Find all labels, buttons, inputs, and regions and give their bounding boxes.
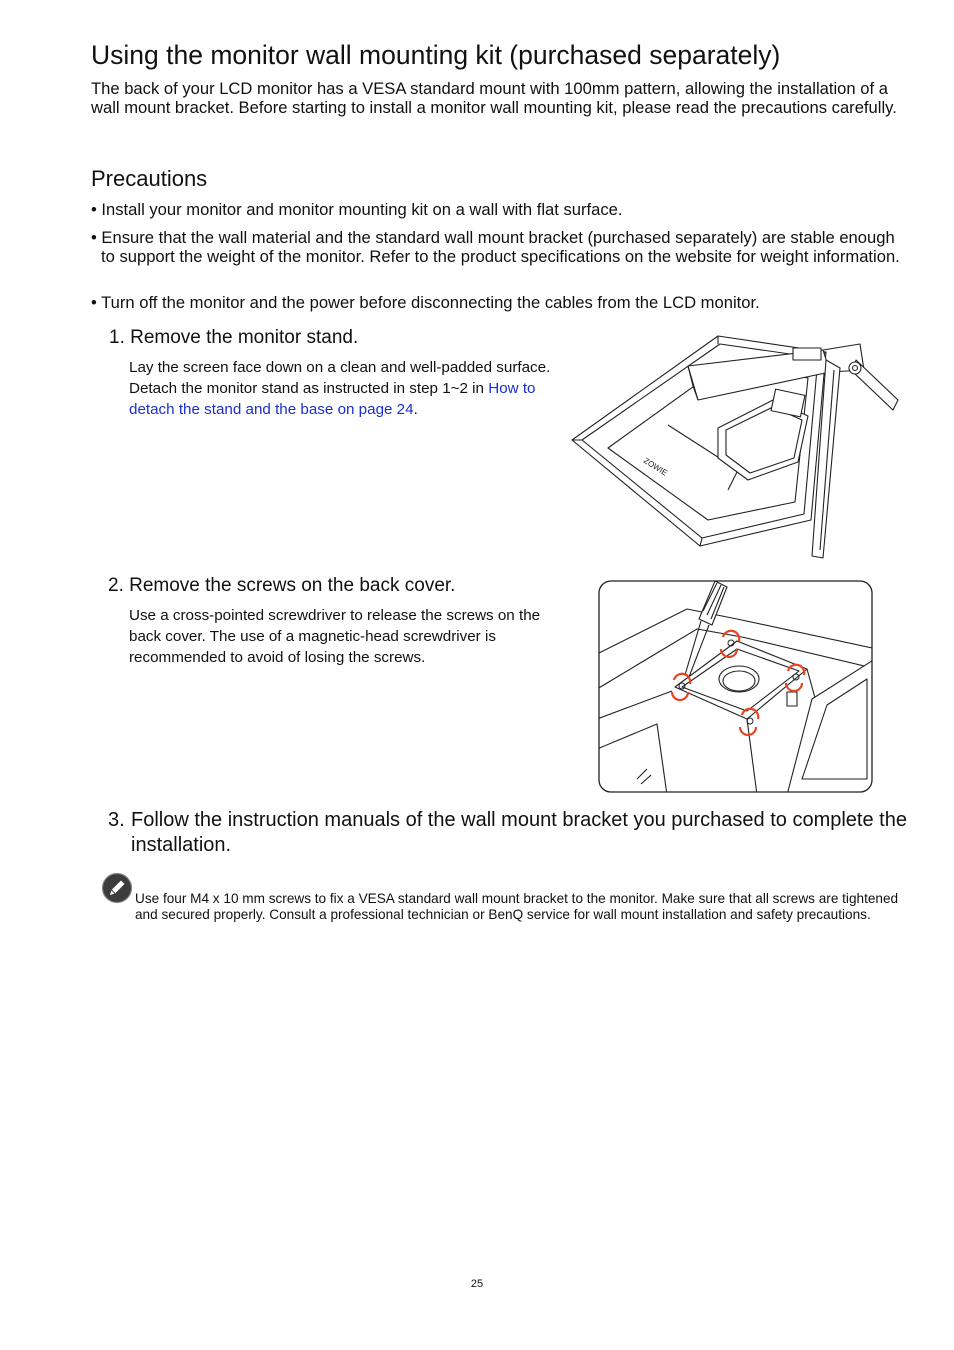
step-3-number: 3. [108, 809, 125, 831]
step-1-heading: 1. Remove the monitor stand. [109, 327, 359, 348]
step-2-text: Use a cross-pointed screwdriver to release the screws on the back cover. The use of a magnetic-head screwdriver is recommended to avoid of losing the screws. [129, 607, 541, 666]
page-number: 25 [470, 1278, 484, 1290]
monitor-stand-illustration [568, 330, 903, 562]
detach-stand-link[interactable]: How to detach the stand and the base on page 24 [129, 380, 536, 418]
step-3-heading [108, 808, 908, 857]
intro-paragraph: The back of your LCD monitor has a VESA standard mount with 100mm pattern, allowing the installation of a wall mount bracket. Before starting to install a monitor wall mounting kit, please read the precautions carefully. [91, 79, 897, 118]
step-3-text: Follow the instruction manuals of the wall mount bracket you purchased to complete the installation. [131, 809, 907, 856]
precaution-item: • Turn off the monitor and the power before disconnecting the cables from the LCD monitor. [91, 293, 760, 312]
page-title: Using the monitor wall mounting kit (purchased separately) [91, 40, 781, 70]
pencil-note-icon [101, 872, 133, 904]
precautions-heading: Precautions [91, 166, 208, 191]
step-2-heading: 2. Remove the screws on the back cover. [108, 575, 456, 596]
note-text: Use four M4 x 10 mm screws to fix a VESA standard wall mount bracket to the monitor. Make sure that all screws are tightened and secured properly. Consult a professional technician or BenQ service for wall mount installation and safety precautions. [135, 891, 899, 922]
step-1-text: Lay the screen face down on a clean and well-padded surface. Detach the monitor stand as instructed in step 1~2 in How to detach the stand and the base on page 24. [129, 359, 551, 418]
precaution-item: • Ensure that the wall material and the standard wall mount bracket (purchased separately) are stable enough to support the weight of the monitor. Refer to the product specifications on the website for weight information. [91, 228, 900, 267]
precaution-item: • Install your monitor and monitor mounting kit on a wall with flat surface. [91, 200, 623, 219]
screw-removal-illustration [597, 579, 875, 795]
monitor-logo: ZOWIE [641, 456, 669, 478]
